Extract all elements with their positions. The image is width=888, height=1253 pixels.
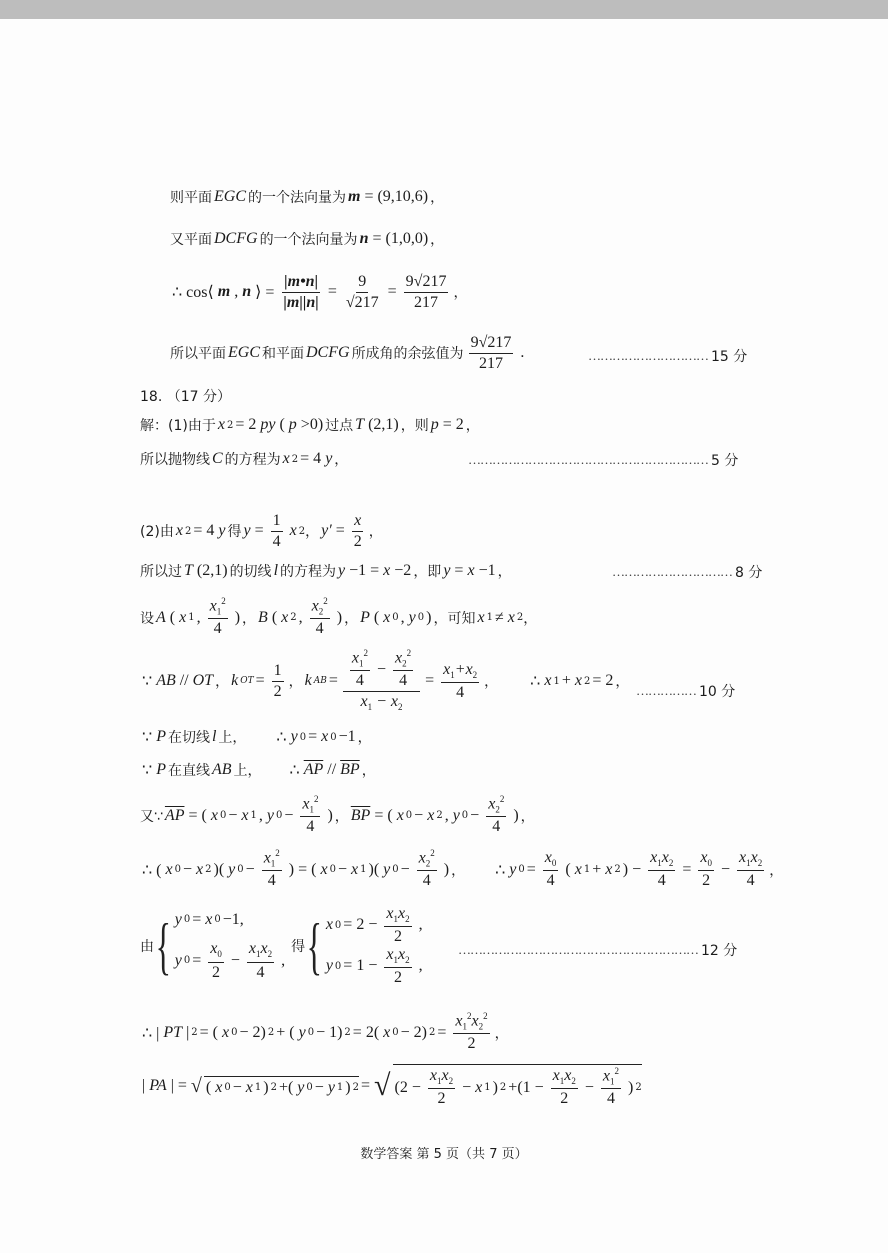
parabola-equation-line: 所以抛物线 C 的方程为 x 2 = 4 y ， xyxy=(140,450,349,468)
cosine-formula-line: ∴ cos⟨ m , n ⟩ = $\frac{|m•n|}{|m||n|}$ = $\frac{9}{√217}$ = $\frac{9√217}{217}$ ， xyxy=(172,273,468,311)
score-12: …………………………………………………… 12 分 xyxy=(458,942,738,959)
p-on-ab-line: ∵ P 在直线 AB 上， ∴ $\overline{AP}$ // $\overline{BP}$ ， xyxy=(142,761,376,779)
tangent-line: 所以过 T (2,1) 的切线 l 的方程为 y −1 = x −2 ，即 y = x −1 ， xyxy=(140,562,512,580)
normal-vector-dcfg-line: 又平面 DCFG 的一个法向量为 n = (1,0,0) ， xyxy=(170,230,445,248)
collinear-equation-line: ∴ ( x 0 − x 2 )( y 0 − $\frac{x_1^2}{4}$ ) = ( x 0 − x 1 )( y 0 − $\frac{x_2^2}{4}$ ) ， ∴ y 0 = $\frac{x_0}{4}$ ( x 1 + x 2 ) − $\frac{x_1x_2}{4}$ = $\frac{x_0}{2}$ − $\frac{x_1x_2}{4}$ ， xyxy=(142,848,784,890)
p-on-tangent-line: ∵ P 在切线 l 上， ∴ y 0 = x 0 −1 ， xyxy=(142,728,372,746)
derivative-line: (2)由 x 2 = 4 y 得 y = $\frac{1}{4}$ x 2 ， y′ = $\frac{x}{2}$ ， xyxy=(140,512,383,550)
normal-vector-egc-line: 则平面 EGC 的一个法向量为 m = (9,10,6) ， xyxy=(170,188,445,206)
top-gray-bar xyxy=(0,0,888,19)
score-8: ………………………… 8 分 xyxy=(612,564,763,581)
pt-squared-line: ∴ | PT | 2 = ( x 0 − 2) 2 + ( y 0 − 1) 2 = 2( x 0 − 2) 2 = $\frac{x_1^2x_2^2}{2}$ ， xyxy=(142,1011,509,1053)
part1-line: 解：(1)由于 x 2 = 2 py ( p >0) 过点 T (2,1) ，则 p = 2 ， xyxy=(140,416,480,434)
system-line: 由 { y 0 = x 0 −1, y 0 = $\frac{x_0}{2}$ − $\frac{x_1x_2}{4}$ , 得 { x 0 = 2 − $\frac{x_1x_2}{2}$ , y 0 = 1 − $\frac{x_1x_2}{2}$ , xyxy=(140,905,423,987)
score-15: ………………………… 15 分 xyxy=(588,348,748,365)
problem-18-header: 18. （17 分） xyxy=(140,389,231,405)
page-footer: 数学答案 第 5 页（共 7 页） xyxy=(360,1147,528,1162)
score-5: …………………………………………………… 5 分 xyxy=(468,452,739,469)
cosine-conclusion-line: 所以平面 EGC 和平面 DCFG 所成角的余弦值为 $\frac{9√217}{217}$ . xyxy=(170,334,525,372)
left-brace-2: { xyxy=(306,910,323,981)
points-setup-line: 设 A ( x 1 , $\frac{x_1^2}{4}$ ) ， B ( x 2 , $\frac{x_2^2}{4}$ ) ， P ( x 0 , y 0 ) ，可知 x 1 ≠ x 2 ， xyxy=(140,596,538,638)
score-10: …………… 10 分 xyxy=(636,683,736,700)
answer-page xyxy=(0,19,888,1253)
left-brace-1: { xyxy=(155,910,172,981)
pa-length-line: | PA | = √ ( x 0 − x 1 ) 2 +( y 0 − y 1 ) 2 = √ (2 − $\frac{x_1x_2}{2}$ − x 1 ) 2 +(1 − $\frac{x_1x_2}{2}$ − $\frac{x_1^2}{4}$ ) 2 xyxy=(142,1066,642,1108)
vectors-line: 又∵ $\overline{AP}$ = ( x 0 − x 1 , y 0 − $\frac{x_1^2}{4}$ ) ， $\overline{BP}$ = ( x 0 − x 2 , y 0 − $\frac{x_2^2}{4}$ ) ， xyxy=(140,794,535,836)
slope-line: ∵ AB // OT ， k OT = $\frac{1}{2}$ ， k AB = $\frac{x_1^2}{4}$ − $\frac{x_2^2}{4}$ $x_1 - x_2$ = $\frac{x_1+x_2}{4}$ ， ∴ x 1 + x 2 = 2 ， xyxy=(142,648,630,713)
